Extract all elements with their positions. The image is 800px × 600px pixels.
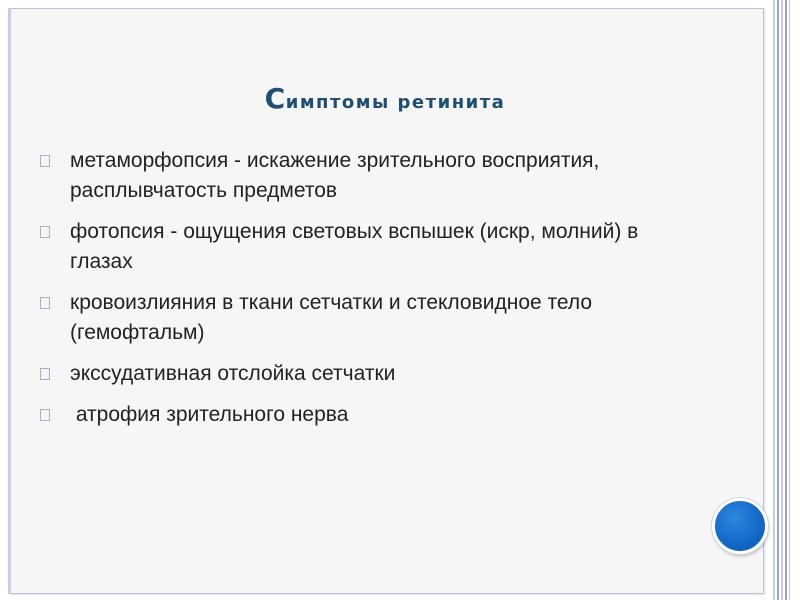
bullet-marker-icon bbox=[40, 226, 50, 238]
bullet-item bbox=[38, 288, 698, 348]
decorative-circle-icon bbox=[712, 498, 768, 554]
bullet-item bbox=[38, 217, 698, 277]
bullet-item bbox=[38, 146, 698, 206]
rail-line bbox=[789, 0, 790, 600]
rail-line bbox=[785, 0, 787, 600]
rail-line bbox=[773, 0, 775, 600]
bullet-text: кровоизлияния в ткани сетчатки и стекловидное тело (гемофтальм) bbox=[70, 291, 593, 344]
rail-line bbox=[781, 0, 783, 600]
bullet-text: фотопсия - ощущения световых вспышек (искр, молний) в глазах bbox=[70, 220, 639, 273]
bullet-text: экссудативная отслойка сетчатки bbox=[70, 362, 396, 385]
bullet-text: атрофия зрительного нерва bbox=[70, 403, 349, 426]
bullet-marker-icon bbox=[40, 155, 50, 167]
decorative-right-rail bbox=[770, 0, 800, 600]
bullet-text: метаморфопсия - искажение зрительного восприятия, расплывчатость предметов bbox=[70, 149, 600, 202]
slide-title bbox=[0, 82, 770, 115]
title-rest: имптомы ретинита bbox=[285, 92, 506, 113]
bullet-marker-icon bbox=[40, 409, 50, 421]
rail-line bbox=[777, 0, 779, 600]
bullet-marker-icon bbox=[40, 297, 50, 309]
bullet-item bbox=[38, 359, 698, 389]
bullet-item bbox=[38, 400, 698, 430]
bullet-list bbox=[38, 146, 698, 441]
bullet-marker-icon bbox=[40, 368, 50, 380]
title-initial: С bbox=[264, 82, 286, 115]
